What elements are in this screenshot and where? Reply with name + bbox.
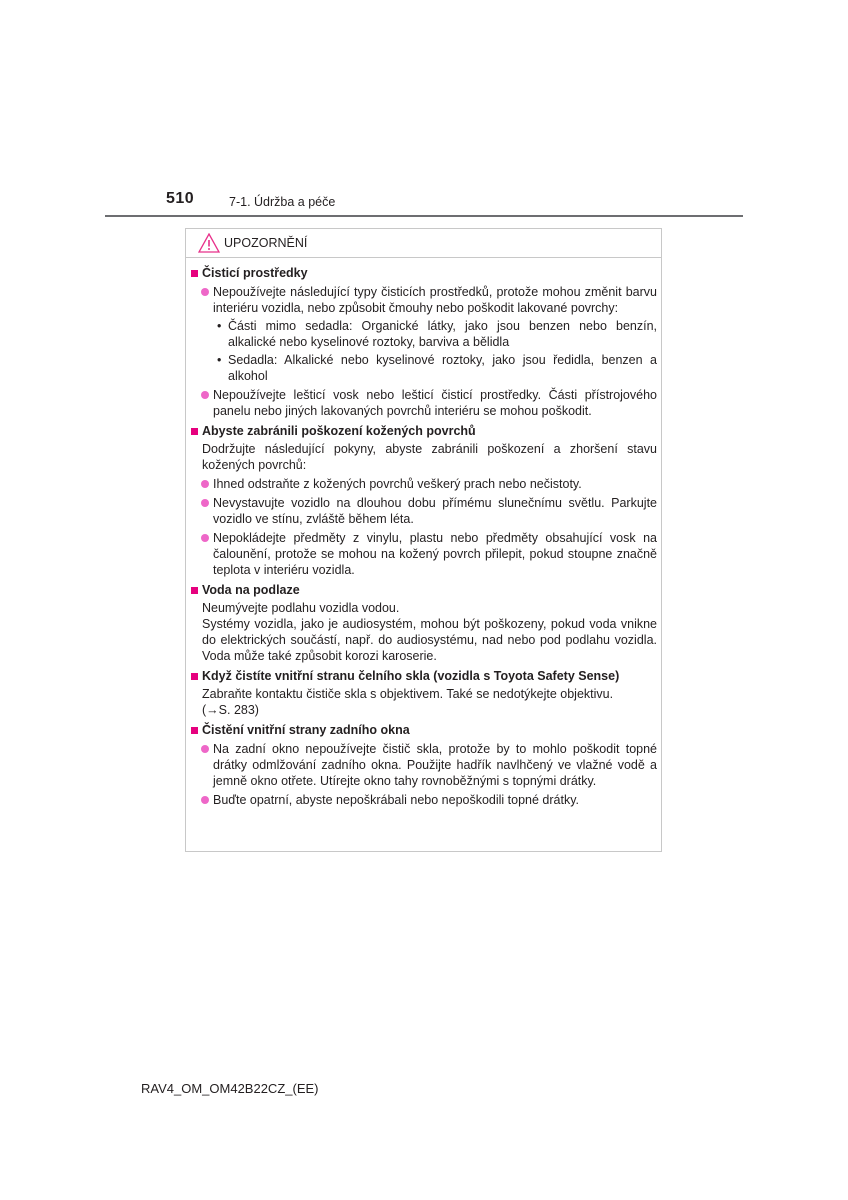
bullet-dot-icon bbox=[201, 534, 209, 542]
section-square-icon bbox=[191, 428, 198, 435]
list-item bbox=[201, 792, 657, 808]
list-item-text: Nepoužívejte následující typy čisticích prostředků, protože mohou změnit barvu interiéru vozidla, nebo způsobit čmouhy nebo poškodit lakované povrchy: bbox=[213, 285, 657, 315]
warning-triangle-icon bbox=[198, 233, 220, 253]
list-item-text: Nepoužívejte lešticí vosk nebo lešticí čisticí prostředky. Části přístrojového panelu nebo jiných lakovaných povrchů interiéru se mohou poškodit. bbox=[213, 388, 657, 418]
section-heading bbox=[191, 582, 657, 598]
footer-document-code: RAV4_OM_OM42B22CZ_(EE) bbox=[141, 1081, 319, 1096]
section-heading bbox=[191, 668, 657, 684]
caution-box bbox=[185, 228, 662, 852]
section-title-text: Voda na podlaze bbox=[202, 583, 300, 597]
list-item-text: Buďte opatrní, abyste nepoškrábali nebo nepoškodili topné drátky. bbox=[213, 793, 580, 807]
paragraph: Systémy vozidla, jako je audiosystém, mohou být poškozeny, pokud voda vnikne do elektrických součástí, např. do audiosystému, nad nebo pod podlahu vozidla. Voda může také způsobit korozi karoserie. bbox=[202, 617, 657, 663]
page-number: 510 bbox=[166, 190, 195, 207]
section-heading bbox=[191, 265, 657, 281]
list-item bbox=[201, 476, 657, 492]
section-title-text: Když čistíte vnitřní stranu čelního skla (vozidla s Toyota Safety Sense) bbox=[202, 669, 620, 683]
list-item-text: Nepokládejte předměty z vinylu, plastu nebo předměty obsahující vosk na čalounění, protože se mohou na kožený povrch přilepit, pokud stoupne značně teplota v interiéru vozidla. bbox=[213, 531, 657, 577]
bullet-dot-icon bbox=[201, 796, 209, 804]
section-title: 7-1. Údržba a péče bbox=[229, 195, 336, 209]
list-item bbox=[201, 387, 657, 419]
sub-item-text: Sedadla: Alkalické nebo kyselinové roztoky, jako jsou ředidla, benzen a alkohol bbox=[228, 353, 657, 383]
sub-item-text: Části mimo sedadla: Organické látky, jako jsou benzen nebo benzín, alkalické nebo kyselinové roztoky, barviva a bělidla bbox=[228, 319, 657, 349]
header-rule bbox=[105, 215, 743, 217]
bullet-dot-icon bbox=[201, 288, 209, 296]
paragraph: Dodržujte následující pokyny, abyste zabránili poškození a zhoršení stavu kožených povrchů: bbox=[202, 442, 657, 472]
list-item bbox=[201, 284, 657, 316]
list-item bbox=[201, 530, 657, 578]
page-reference: (→S. 283) bbox=[202, 703, 259, 717]
caution-header bbox=[186, 229, 661, 258]
sub-list-item bbox=[217, 352, 657, 384]
section-square-icon bbox=[191, 727, 198, 734]
bullet-dot-icon bbox=[201, 391, 209, 399]
section-heading bbox=[191, 423, 657, 439]
bullet-dot-icon bbox=[201, 745, 209, 753]
list-item bbox=[201, 741, 657, 789]
section-square-icon bbox=[191, 673, 198, 680]
list-item-text: Ihned odstraňte z kožených povrchů veškerý prach nebo nečistoty. bbox=[213, 477, 582, 491]
bullet-dot-icon bbox=[201, 499, 209, 507]
section-title-text: Čistění vnitřní strany zadního okna bbox=[202, 723, 410, 737]
list-item bbox=[201, 495, 657, 527]
caution-body bbox=[191, 265, 657, 808]
list-item-text: Nevystavujte vozidlo na dlouhou dobu přímému slunečnímu světlu. Parkujte vozidlo ve stínu, zvláště během léta. bbox=[213, 496, 657, 526]
section-title-text: Čisticí prostředky bbox=[202, 266, 308, 280]
bullet-dot-icon bbox=[201, 480, 209, 488]
section-square-icon bbox=[191, 270, 198, 277]
section-title-text: Abyste zabránili poškození kožených povrchů bbox=[202, 424, 476, 438]
paragraph: Zabraňte kontaktu čističe skla s objektivem. Také se nedotýkejte objektivu. bbox=[202, 687, 614, 701]
bullet-icon: • bbox=[217, 353, 222, 367]
caution-label: UPOZORNĚNÍ bbox=[224, 236, 308, 250]
bullet-icon: • bbox=[217, 319, 222, 333]
sub-list-item bbox=[217, 318, 657, 350]
section-heading bbox=[191, 722, 657, 738]
list-item-text: Na zadní okno nepoužívejte čistič skla, protože by to mohlo poškodit topné drátky odmlžování zadního okna. Použijte hadřík navlhčený ve vlažné vodě a jemně okno otřete. Utírejte okno tahy rovnoběžnými s topnými drátky. bbox=[213, 742, 657, 788]
section-square-icon bbox=[191, 587, 198, 594]
paragraph: Neumývejte podlahu vozidla vodou. bbox=[202, 601, 400, 615]
